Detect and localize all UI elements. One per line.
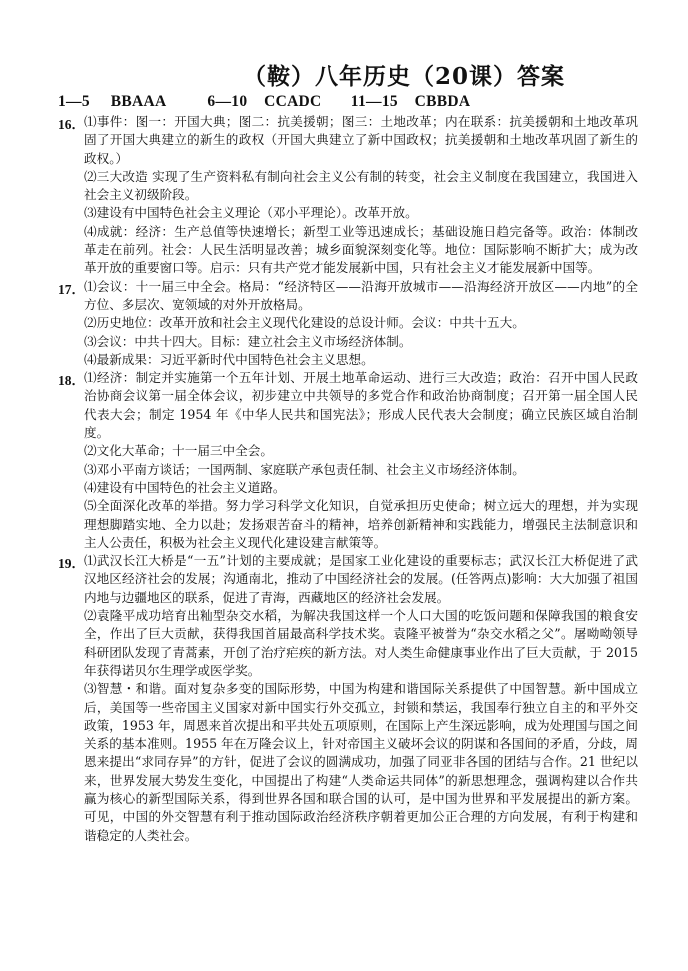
answer-paragraph: ⑶建设有中国特色社会主义理论（邓小平理论）。改革开放。: [84, 205, 418, 221]
answer-paragraph: ⑶邓小平南方谈话；一国两制、家庭联产承包责任制、社会主义市场经济体制。: [84, 461, 525, 477]
multiple-choice-answers: 1—5 BBAAA 6—10 CCADC 11—15 CBBDA: [58, 93, 471, 110]
answer-paragraph: ⑴会议：十一届三中全会。格局：“经济特区——沿海开放城市——沿海经济开放区——内地”的全方位、多层次、宽领域的对外开放格局。: [84, 278, 638, 312]
answer-paragraph: ⑶智慧・和谐。面对复杂多变的国际形势，中国为构建和谐国际关系提供了中国智慧。新中国成立后，美国等一些帝国主义国家对新中国实行外交孤立，封锁和禁运，我国奉行独立自主的和平外交政策，1953 年，周恩来首次提出和平共处五项原则，在国际上产生深远影响，成为处理国与国之间关系的基本准则。1955 年在万隆会议上，针对帝国主义破坏会议的阴谋和各国间的矛盾，分歧，周恩来提出“求同存异”的方针，促进了会议的圆满成功，加强了同亚非各国的团结与合作。21 世纪以来，世界发展大势发生变化，中国提出了构建“人类命运共同体”的新思想理念，强调构建以合作共赢为核心的新型国际关系，得到世界各国和联合国的认可，是中国为世界和平发展提出的新方案。可见，中国的外交智慧有利于推动国际政治经济秩序朝着更加公正合理的方向发展，有利于构建和谐稳定的人类社会。: [84, 681, 638, 843]
question-16: [58, 113, 638, 278]
question-number: 19．: [58, 556, 85, 572]
question-number: 17．: [58, 281, 85, 297]
answer-paragraph: ⑵袁隆平成功培育出籼型杂交水稻，为解决我国这样一个人口大国的吃饭问题和保障我国的粮食安全，作出了巨大贡献，获得我国首届最高科学技术奖。袁隆平被誉为“杂交水稻之父”。屠呦呦领导科研团队发现了青蒿素，开创了治疗疟疾的新方法。对人类生命健康事业作出了巨大贡献，于 2015 年获得诺贝尔生理学或医学奖。: [84, 608, 638, 678]
answer-paragraph: ⑶会议：中共十四大。目标：建立社会主义市场经济体制。: [84, 333, 412, 349]
answer-paragraph: ⑸全面深化改革的举措。努力学习科学文化知识，自觉承担历史使命；树立远大的理想，并为实现理想脚踏实地、全力以赴；发扬艰苦奋斗的精神，培养创新精神和实践能力，增强民主法制意识和主人公责任，积极为社会主义现代化建设建言献策等。: [84, 498, 638, 550]
question-18: [58, 369, 638, 552]
question-19: [58, 552, 638, 845]
question-number: 16．: [58, 117, 85, 132]
answer-paragraph: ⑵三大改造 实现了生产资料私有制向社会主义公有制的转变，社会主义制度在我国建立，我国进入社会主义初级阶段。: [84, 168, 638, 203]
page-title: （鞍）八年历史（20课）答案: [242, 63, 565, 90]
answer-paragraph: ⑵文化大革命；十一届三中全会。: [84, 443, 273, 459]
answer-paragraph: ⑴武汉长江大桥是“一五”计划的主要成就；是国家工业化建设的重要标志；武汉长江大桥促进了武汉地区经济社会的发展；沟通南北，推动了中国经济社会的发展。(任答两点)影响：大大加强了祖国内地与边疆地区的联系，促进了青海，西藏地区的经济社会发展。: [84, 553, 638, 605]
answer-paragraph: ⑷建设有中国特色的社会主义道路。: [84, 479, 286, 495]
answer-paragraph: ⑴经济：制定并实施第一个五年计划、开展土地革命运动、进行三大改造；政治：召开中国人民政治协商会议第一届全体会议，初步建立中共领导的多党合作和政治协商制度；召开第一届全国人民代表大会；制定 1954 年《中华人民共和国宪法》；形成人民代表大会制度；确立民族区域自治制度。: [84, 370, 638, 441]
question-list: [58, 113, 638, 845]
answer-paragraph: ⑴事件：图一：开国大典；图二：抗美援朝；图三：土地改革；内在联系：抗美援朝和土地改革巩固了开国大典建立的新生的政权（开国大典建立了新中国政权；抗美援朝和土地改革巩固了新生的政权。）: [84, 114, 638, 166]
question-17: [58, 278, 638, 369]
question-number: 18．: [58, 373, 85, 389]
answer-paragraph: ⑷成就：经济：生产总值等快速增长；新型工业等迅速成长；基础设施日趋完备等。政治：体制改革走在前列。社会：人民生活明显改善；城乡面貌深刻变化等。地位：国际影响不断扩大；成为改革开放的重要窗口等。启示：只有共产党才能发展新中国，只有社会主义才能发展新中国等。: [84, 223, 638, 276]
answer-paragraph: ⑵历史地位：改革开放和社会主义现代化建设的总设计师。会议：中共十五大。: [84, 315, 525, 331]
answer-paragraph: ⑷最新成果：习近平新时代中国特色社会主义思想。: [84, 351, 374, 367]
